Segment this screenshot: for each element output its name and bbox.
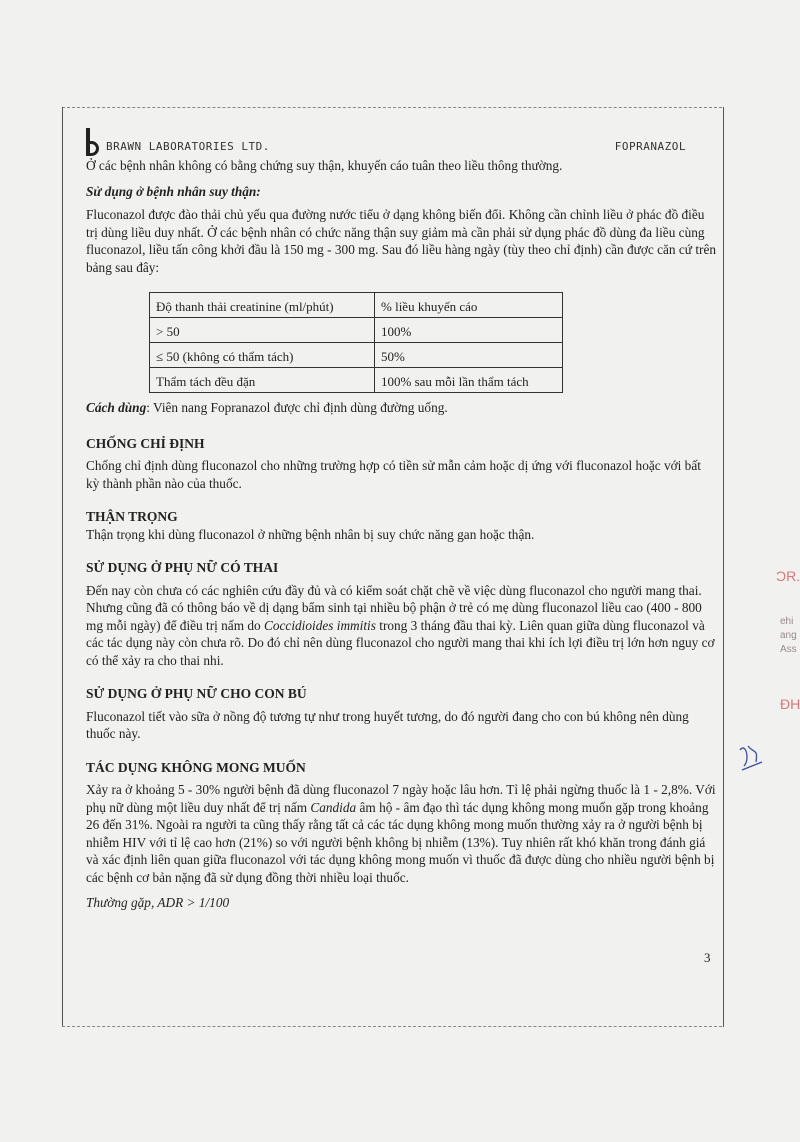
table-cell: ≤ 50 (không có thẩm tách) — [150, 343, 375, 368]
contraindications-paragraph: Chống chỉ định dùng fluconazol cho những trường hợp có tiền sử mẫn cảm hoặc dị ứng với fluconazol hoặc với bất kỳ thành phần nào của thuốc. — [86, 458, 701, 491]
margin-mark: ƆR. — [776, 568, 800, 584]
page-number: 3 — [704, 950, 711, 965]
pregnancy-text-part1: Đến nay còn chưa có các nghiên cứu đầy đủ và có kiểm soát chặt chẽ về việc dùng fluconazol cho người mang thai. Nhưng cũng đã có thông báo về dị dạng bẩm sinh tại nhiều bộ phận ở trẻ có mẹ dùng fluconazol liều cao (400 - 800 mg mỗi ngày) để điều trị nấm do — [86, 582, 702, 633]
usage-paragraph — [86, 399, 716, 417]
margin-mark: ĐH — [780, 696, 800, 712]
lactation-heading: SỬ DỤNG Ở PHỤ NỮ CHO CON BÚ — [86, 686, 307, 701]
adverse-effects-heading: TÁC DỤNG KHÔNG MONG MUỐN — [86, 759, 306, 775]
table-header-cell: Độ thanh thải creatinine (ml/phút) — [150, 293, 375, 318]
margin-mark: Ass — [780, 644, 797, 655]
usage-text: : Viên nang Fopranazol được chỉ định dùng đường uống. — [146, 400, 448, 415]
document-header — [86, 128, 686, 158]
intro-paragraph: Ở các bệnh nhân không có bằng chứng suy thận, khuyến cáo tuân theo liều thông thường. — [86, 158, 563, 173]
brawn-logo-icon — [86, 128, 100, 156]
margin-bleed-marks — [766, 568, 800, 968]
signature-icon — [736, 740, 766, 780]
product-name: FOPRANAZOL — [614, 140, 686, 153]
table-cell: 50% — [375, 343, 563, 368]
table-cell: Thẩm tách đều đặn — [150, 368, 375, 393]
table-cell: > 50 — [150, 318, 375, 343]
common-frequency-label: Thường gặp, ADR > 1/100 — [86, 895, 230, 910]
table-header-cell: % liều khuyến cáo — [375, 293, 563, 318]
table-cell: 100% sau mỗi lần thẩm tách — [375, 368, 563, 393]
adverse-species: Candida — [310, 799, 357, 815]
margin-mark: ang — [780, 630, 797, 641]
renal-paragraph: Fluconazol được đào thải chủ yếu qua đường nước tiểu ở dạng không biến đổi. Không cần chỉnh liều ở phác đồ điều trị dùng liều duy nhất. Ở các bệnh nhân có chức năng thận suy giảm mà cần phải sử dụng phác đồ dùng đa liều cùng fluconazol, liều tấn công khởi đầu là 150 mg - 300 mg. Sau đó liều hàng ngày (tùy theo chỉ định) cần được căn cứ trên bảng sau đây: — [86, 207, 716, 275]
page-border-bottom — [62, 1026, 722, 1027]
adverse-text-part1: Xảy ra ở khoảng 5 - 30% người bệnh đã dùng fluconazol 7 ngày hoặc lâu hơn. Tỉ lệ phải ngừng thuốc là 1 - 2,8%. Với phụ nữ dùng một liều duy nhất để trị nấm — [86, 782, 716, 815]
table-row — [150, 368, 563, 393]
pregnancy-heading: SỬ DỤNG Ở PHỤ NỮ CÓ THAI — [86, 560, 279, 575]
pregnancy-paragraph — [86, 582, 716, 670]
table-row — [150, 318, 563, 343]
adverse-effects-paragraph — [86, 781, 716, 886]
table-cell: 100% — [375, 318, 563, 343]
margin-mark: ehi — [780, 616, 794, 627]
renal-subheading: Sử dụng ở bệnh nhân suy thận: — [86, 183, 261, 199]
pregnancy-text-part2: trong 3 tháng đầu thai kỳ. Liên quan giữa dùng fluconazol và các tác dụng này còn chưa rõ. Do đó chỉ nên dùng fluconazol cho người mang thai khi ích lợi điều trị lớn hơn nguy cơ có thể xảy ra cho thai nhi. — [86, 617, 715, 668]
adverse-text-part2: âm hộ - âm đạo thì tác dụng không mong muốn gặp trong khoảng 26 đến 31%. Ngoài ra người ta cũng thấy rằng tất cả các tác dụng không mong muốn thường xảy ra ở người bệnh bị nhiễm HIV với tỉ lệ cao hơn (21%) so với người bệnh không bị nhiễm (13%). Tuy nhiên rất khó khăn trong đánh giá và xác định liên quan giữa fluconazol với tác dụng không mong muốn vì thuốc đã được dùng cho nhiều người bệnh bị các bệnh cơ bản nặng đã sử dụng đồng thời nhiều loại thuốc. — [86, 799, 715, 885]
precautions-heading: THẬN TRỌNG — [86, 509, 178, 524]
table-row — [150, 343, 563, 368]
usage-label: Cách dùng — [86, 400, 147, 415]
precautions-paragraph: Thận trọng khi dùng fluconazol ở những bệnh nhân bị suy chức năng gan hoặc thận. — [86, 526, 535, 542]
document-body — [86, 157, 716, 912]
dosage-table — [149, 292, 563, 393]
lactation-paragraph: Fluconazol tiết vào sữa ở nồng độ tương tự như trong huyết tương, do đó người đang cho con bú không nên dùng thuốc này. — [86, 708, 689, 741]
table-header-row — [150, 293, 563, 318]
company-name: BRAWN LABORATORIES LTD. — [106, 140, 270, 153]
contraindications-heading: CHỐNG CHỈ ĐỊNH — [86, 435, 205, 451]
pregnancy-species: Coccidioides immitis — [264, 617, 376, 633]
